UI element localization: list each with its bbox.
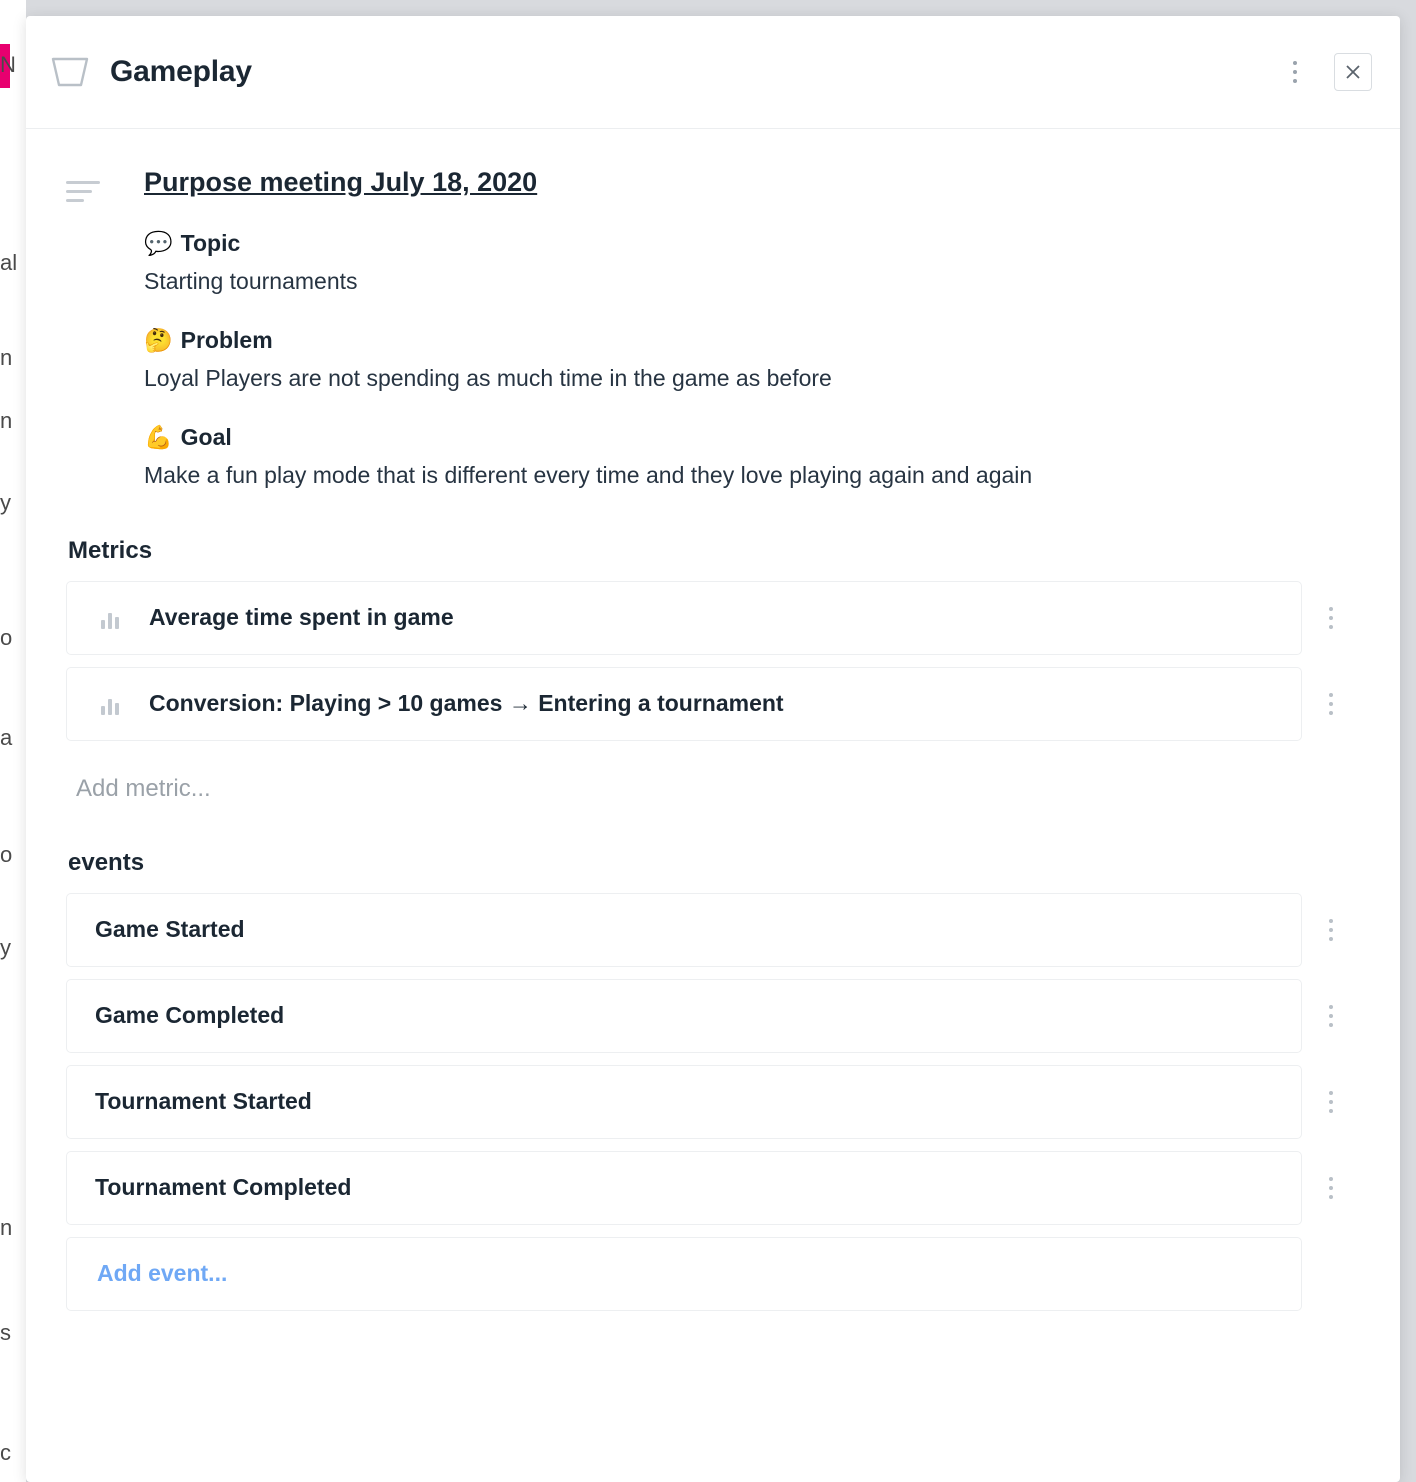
background-text: o	[0, 842, 13, 867]
event-label: Game Completed	[95, 1002, 285, 1029]
background-page-strip	[0, 0, 26, 1482]
note-section-text: Starting tournaments	[144, 268, 358, 294]
add-event-label: Add event...	[97, 1260, 228, 1287]
event-row	[66, 893, 1360, 967]
note-section-text: Make a fun play mode that is different every time and they love playing again and again	[144, 461, 1033, 488]
background-text: a	[0, 725, 13, 750]
event-row-menu-icon[interactable]	[1302, 1177, 1360, 1199]
event-card[interactable]	[66, 1065, 1302, 1139]
metric-row-menu-icon[interactable]	[1302, 693, 1360, 715]
note-section-heading	[144, 327, 1360, 354]
event-label: Game Started	[95, 916, 245, 943]
bar-chart-icon	[101, 693, 123, 715]
event-card[interactable]	[66, 893, 1302, 967]
event-row-menu-icon[interactable]	[1302, 1091, 1360, 1113]
note-content	[112, 167, 1360, 491]
note-heading-text: Goal	[180, 423, 232, 450]
background-text: c	[0, 1440, 11, 1465]
flexed-biceps-icon: 💪	[144, 424, 173, 451]
note-lines-icon	[66, 167, 112, 208]
kebab-menu-icon[interactable]	[1282, 52, 1308, 92]
note-section-text: Loyal Players are not spending as much time in the game as before	[144, 364, 832, 391]
metric-row	[66, 581, 1360, 655]
event-row-menu-icon[interactable]	[1302, 919, 1360, 941]
note-heading-text: Problem	[180, 326, 273, 353]
note-section-goal	[144, 424, 1360, 491]
note-section-heading	[144, 230, 1360, 257]
background-text: s	[0, 1320, 11, 1345]
note-section-topic	[144, 230, 1360, 297]
event-card[interactable]	[66, 1151, 1302, 1225]
background-text: n	[0, 345, 13, 370]
event-label: Tournament Started	[95, 1088, 312, 1115]
gameplay-modal	[26, 16, 1400, 1482]
metric-label: Conversion: Playing > 10 games → Entering a tournament	[149, 690, 784, 717]
add-event-button[interactable]	[66, 1237, 1302, 1311]
event-card[interactable]	[66, 979, 1302, 1053]
note-title[interactable]: Purpose meeting July 18, 2020	[144, 167, 538, 197]
bar-chart-icon	[101, 607, 123, 629]
events-section-title: events	[68, 848, 145, 876]
background-text: N	[0, 52, 16, 77]
modal-body	[26, 129, 1400, 1311]
thinking-face-icon: 🤔	[144, 327, 173, 354]
note-heading-text: Topic	[180, 230, 241, 256]
metric-card[interactable]	[66, 581, 1302, 655]
modal-header	[26, 16, 1400, 129]
page-title: Gameplay	[110, 55, 252, 88]
background-text: y	[0, 490, 11, 515]
metric-label: Average time spent in game	[149, 604, 454, 631]
background-text: n	[0, 1215, 13, 1240]
background-text: y	[0, 935, 11, 960]
background-text: n	[0, 408, 13, 433]
event-row	[66, 1065, 1360, 1139]
metric-row	[66, 667, 1360, 741]
trash-icon[interactable]	[48, 50, 92, 94]
background-text: o	[0, 625, 13, 650]
purpose-note	[66, 167, 1360, 491]
event-label: Tournament Completed	[95, 1174, 352, 1201]
note-section-heading	[144, 424, 1360, 451]
event-row-menu-icon[interactable]	[1302, 1005, 1360, 1027]
event-row	[66, 1151, 1360, 1225]
speech-balloon-icon: 💬	[144, 231, 173, 257]
metrics-section-title: Metrics	[68, 536, 153, 564]
event-row	[66, 979, 1360, 1053]
add-metric-input[interactable]: Add metric...	[76, 774, 211, 802]
background-text: al	[0, 250, 18, 275]
metric-row-menu-icon[interactable]	[1302, 607, 1360, 629]
note-section-problem	[144, 327, 1360, 394]
metric-card[interactable]	[66, 667, 1302, 741]
close-icon[interactable]	[1334, 53, 1372, 91]
